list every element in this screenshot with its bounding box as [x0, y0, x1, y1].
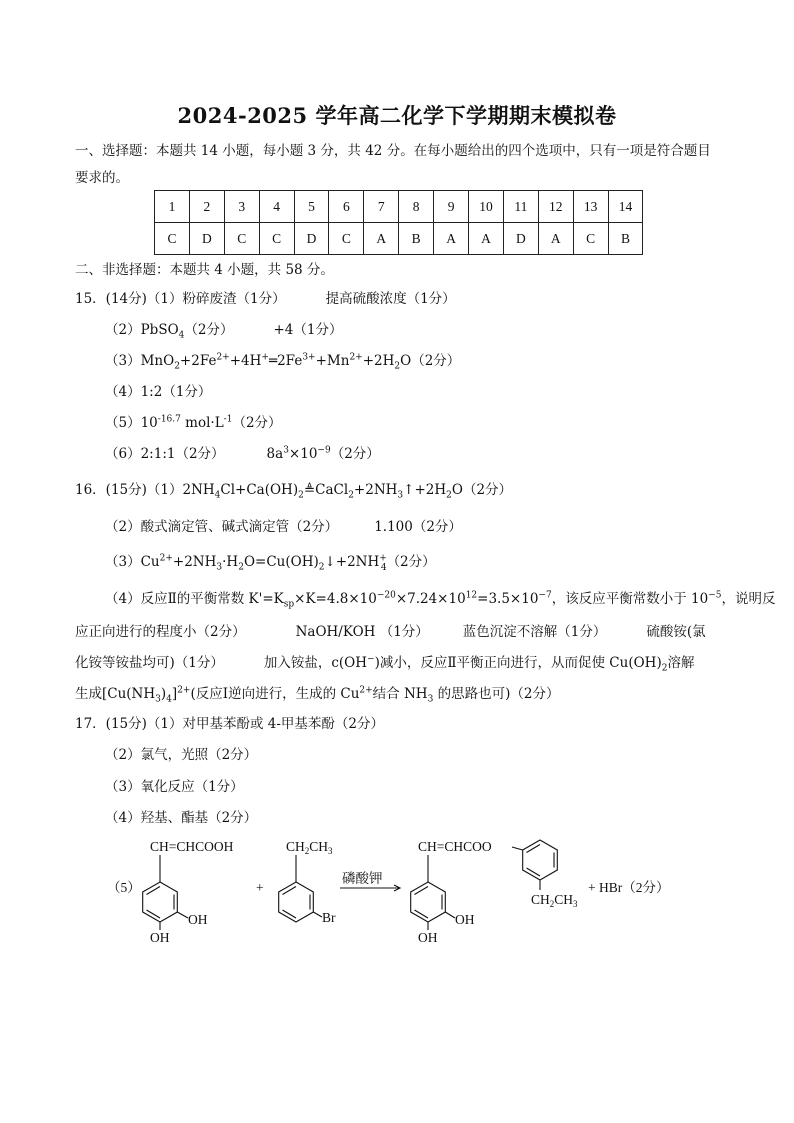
- q15-line5: $(5)10^{-16.7}$ $mol\cdot L^{-1}(2$分）: [105, 414, 282, 431]
- q17-line4: （4）羟基、酯基（2分）: [105, 810, 258, 826]
- answer-table-answer-cell: C: [573, 223, 608, 255]
- answer-table-answer-cell: A: [364, 223, 399, 255]
- catalyst-label: 磷酸钾: [342, 871, 383, 886]
- answer-table-number-cell: 3: [224, 191, 259, 223]
- answer-table-answer-cell: C: [329, 223, 364, 255]
- answer-table-number-cell: 13: [573, 191, 608, 223]
- section2-header: 二、非选择题：本题共 4 小题，共 58 分。: [75, 262, 334, 278]
- answer-table-number-cell: 12: [538, 191, 573, 223]
- answer-table-number-cell: 6: [329, 191, 364, 223]
- answer-table: [154, 190, 643, 255]
- answer-table-answer-cell: B: [399, 223, 434, 255]
- product-hbr-score: + HBr（2分）: [588, 880, 670, 895]
- product-oh-para: OH: [418, 930, 438, 945]
- page-title: 2024-2025 学年高二化学下学期期末模拟卷: [177, 103, 617, 128]
- answer-table-answer-cell: A: [469, 223, 504, 255]
- answer-table-answer-row: [155, 223, 643, 255]
- reactant2-ethyl: $CH_2CH_3$: [286, 839, 333, 856]
- reaction-scheme: [0, 830, 794, 950]
- reactant2-br: Br: [322, 910, 336, 925]
- q17-line3: （3）氧化反应（1分）: [105, 779, 244, 795]
- product-oh-meta: OH: [455, 912, 475, 927]
- q15-line1: 15．(14分)（1）粉碎废渣（1分） 提高硫酸浓度（1分）: [75, 291, 456, 307]
- q16-line6: 化铵等铵盐均可)（1分） 加入铵盐，c(OH−)减小，反应Ⅱ平衡正向进行，从而促使 $Cu(OH)_2$溶解: [75, 654, 695, 674]
- q17-line2: （2）氯气，光照（2分）: [105, 747, 258, 763]
- q16-line3: $(3)Cu^{2+}+2NH_3\cdot H_2O=Cu(OH)_2↓+2NH^+_4(2$分）: [105, 553, 436, 573]
- section1-instructions-2: 要求的。: [75, 170, 129, 186]
- q16-line2: （2）酸式滴定管、碱式滴定管（2分） 1.100（2分）: [105, 519, 462, 535]
- answer-table-number-cell: 7: [364, 191, 399, 223]
- answer-table-number-cell: 14: [608, 191, 643, 223]
- q15-line6: （6）2:1:1（2分） $8a^3\times 10^{-9}(2$分）: [105, 445, 380, 462]
- q16-line5: 应正向进行的程度小（2分） NaOH/KOH （1分） 蓝色沉淀不溶解（1分） 硫酸铵(氯: [75, 624, 706, 640]
- reactant1-oh-para: OH: [150, 930, 170, 945]
- answer-table-answer-cell: C: [224, 223, 259, 255]
- q16-line4: （4）反应Ⅱ的平衡常数 $K'=K_{sp}\times K=4.8\times 10^{-20}\times 7.24\times 10^{12}=3.5\times 10^{-7}$，该反应平衡常数小于 $10^{-5}$，说明反: [105, 590, 776, 610]
- answer-table-number-cell: 9: [434, 191, 469, 223]
- answer-table-answer-cell: A: [434, 223, 469, 255]
- answer-table-answer-cell: B: [608, 223, 643, 255]
- answer-table-number-cell: 5: [294, 191, 329, 223]
- q17-line1: 17．(15分)（1）对甲基苯酚或 4-甲基苯酚（2分）: [75, 716, 385, 732]
- q16-line1: 16．(15分)$(1)2NH_4Cl+Ca(OH)_2≜CaCl_2+2NH_3↑+2H_2O(2$分）: [75, 482, 513, 501]
- answer-table-answer-cell: C: [259, 223, 294, 255]
- answer-table-number-row: [155, 191, 643, 223]
- answer-table-answer-cell: D: [294, 223, 329, 255]
- answer-table-number-cell: 8: [399, 191, 434, 223]
- product-sidechain: CH=CHCOO: [418, 839, 492, 854]
- reactant1-oh-meta: OH: [188, 912, 208, 927]
- answer-table-number-cell: 10: [469, 191, 504, 223]
- answer-table-number-cell: 2: [189, 191, 224, 223]
- answer-table-number-cell: 4: [259, 191, 294, 223]
- reactant1-sidechain: CH=CHCOOH: [150, 839, 234, 854]
- answer-table-answer-cell: D: [189, 223, 224, 255]
- answer-table-number-cell: 1: [155, 191, 190, 223]
- q15-line2: （2）PbSO$_4$（2分） +4（1分）: [105, 322, 343, 341]
- q17-part5-label: （5）: [107, 880, 141, 895]
- answer-table-number-cell: 11: [503, 191, 538, 223]
- product-ethyl: $CH_2CH_3$: [531, 892, 578, 909]
- answer-table-answer-cell: A: [538, 223, 573, 255]
- q15-line3: $(3)MnO_2+2Fe^{2+}+4H^+═2Fe^{3+}+Mn^{2+}+2H_2O(2$分）: [105, 352, 461, 372]
- answer-table-answer-cell: D: [503, 223, 538, 255]
- answer-table-answer-cell: C: [155, 223, 190, 255]
- q15-line4: （4）1:2（1分）: [105, 384, 212, 400]
- section1-instructions-1: 一、选择题：本题共 14 小题，每小题 3 分，共 42 分。在每小题给出的四个选项中，只有一项是符合题目: [75, 143, 711, 159]
- q16-line7: 生成$[Cu(NH_3)_4]^{2+}$(反应Ⅰ逆向进行，生成的 $Cu^{2+}$结合 $NH_3$ 的思路也可)（2分）: [75, 685, 560, 705]
- plus-sign: +: [256, 880, 264, 895]
